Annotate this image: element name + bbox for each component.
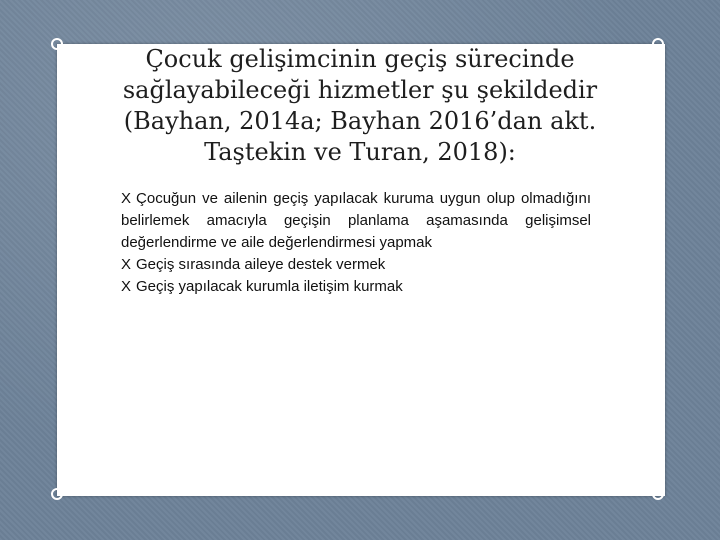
bullet-marker: X	[121, 190, 132, 207]
bullet-marker: X	[121, 256, 132, 273]
corner-ornament-bottom-left	[50, 487, 64, 501]
corner-ornament-top-left	[50, 37, 64, 51]
bullet-marker: X	[121, 278, 132, 295]
bullet-item	[121, 254, 591, 276]
bullet-text: Geçiş yapılacak kurumla iletişim kurmak	[136, 278, 403, 295]
title-line: Çocuk gelişimcinin geçiş sürecinde	[145, 45, 575, 73]
slide-title	[100, 44, 620, 168]
title-line: (Bayhan, 2014a; Bayhan 2016’dan akt.	[123, 107, 597, 135]
bullet-text: Çocuğun ve ailenin geçiş yapılacak kuruma uygun olup olmadığını belirlemek amacıyla geçişin planlama aşamasında gelişimsel değerlendirme ve aile değerlendirmesi yapmak	[121, 190, 591, 251]
bullet-text: Geçiş sırasında aileye destek vermek	[136, 256, 386, 273]
title-line: Taştekin ve Turan, 2018):	[204, 138, 516, 166]
bullet-item	[121, 188, 591, 254]
bullet-list	[121, 188, 591, 298]
title-line: sağlayabileceği hizmetler şu şekildedir	[122, 76, 598, 104]
corner-ornament-top-right	[651, 37, 665, 51]
bullet-item	[121, 276, 591, 298]
corner-ornament-bottom-right	[651, 487, 665, 501]
